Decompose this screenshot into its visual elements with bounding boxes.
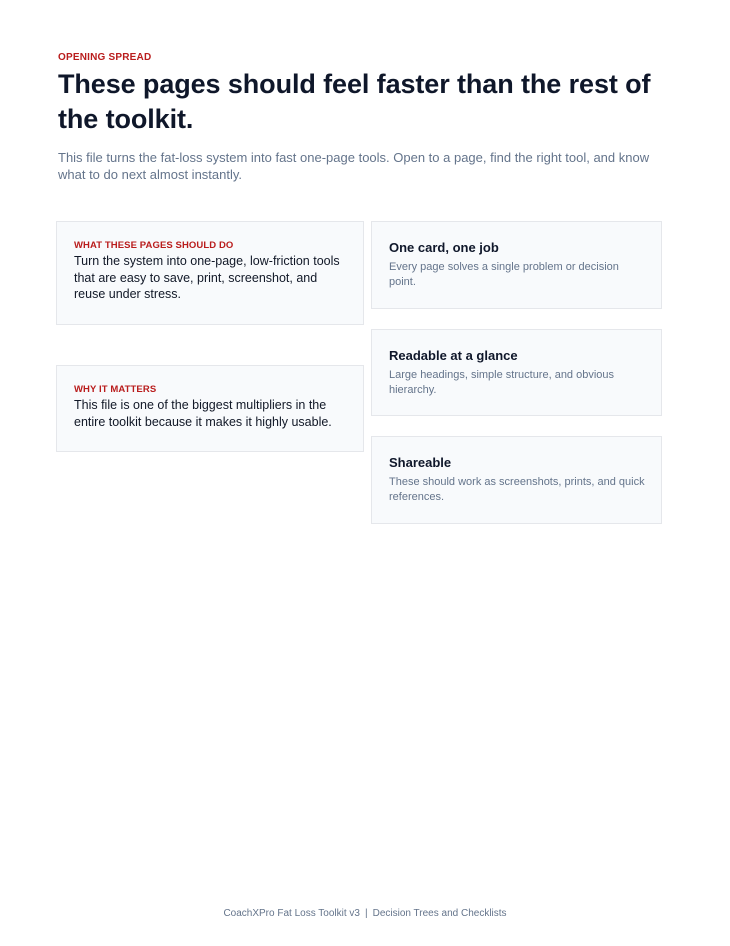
footer-separator: | [365,908,368,919]
card-title: Shareable [389,455,452,470]
card-description: Every page solves a single problem or decision point. [389,261,619,288]
card-title: Readable at a glance [389,348,518,363]
footer-product-name: CoachXPro Fat Loss Toolkit v3 [223,908,360,919]
card-label: WHAT THESE PAGES SHOULD DO [74,240,234,251]
card-title: One card, one job [389,240,499,255]
card-what-pages-should-do [56,221,364,325]
card-one-card-one-job [371,221,662,309]
card-body: This file is one of the biggest multipliers in the entire toolkit because it makes it highly usable. [74,398,332,429]
intro-paragraph: This file turns the fat-loss system into fast one-page tools. Open to a page, find the right tool, and know what to do next almost instantly. [58,150,650,182]
opening-spread-header [58,52,668,183]
card-why-it-matters [56,365,364,452]
card-shareable [371,436,662,524]
card-readable-at-a-glance [371,329,662,416]
card-body: Turn the system into one-page, low-friction tools that are easy to save, print, screenshot, and reuse under stress. [74,254,340,301]
page-title: These pages should feel faster than the rest of the toolkit. [58,69,651,134]
card-label: WHY IT MATTERS [74,384,157,395]
card-description: These should work as screenshots, prints, and quick references. [389,476,645,503]
section-eyebrow: OPENING SPREAD [58,52,152,63]
footer-section-name: Decision Trees and Checklists [372,908,507,919]
page-footer [0,908,730,920]
card-description: Large headings, simple structure, and obvious hierarchy. [389,369,615,396]
